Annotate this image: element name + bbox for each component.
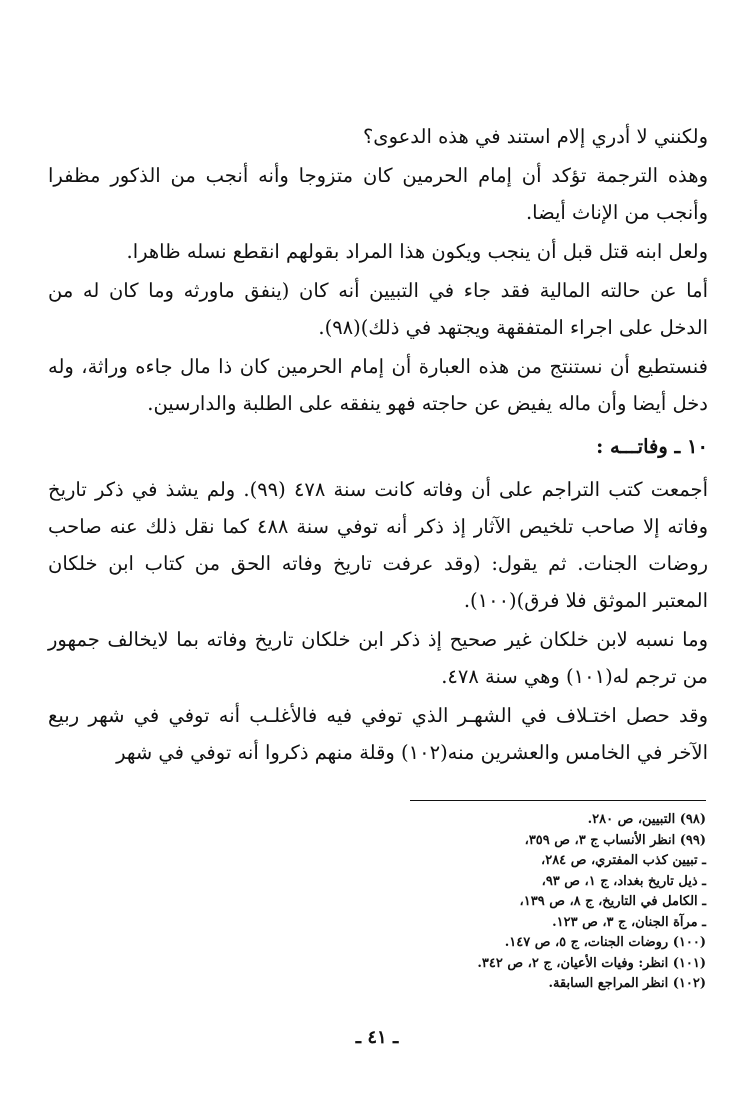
paragraph: ولعل ابنه قتل قبل أن ينجب ويكون هذا المراد بقولهم انقطع نسله ظاهرا. xyxy=(126,240,708,263)
page-body xyxy=(48,118,708,773)
footnote: (٩٨) التبيين، ص ٢٨٠. xyxy=(587,812,706,827)
footnote: ـ تبيين كذب المفتري، ص ٢٨٤، xyxy=(541,853,706,868)
section-heading: ١٠ ـ وفاتـــه : xyxy=(596,435,708,458)
page-number: ـ ٤١ ـ xyxy=(355,1027,399,1048)
footnote: (٩٩) انظر الأنساب ج ٣، ص ٣٥٩، xyxy=(524,832,706,848)
paragraph: وما نسبه لابن خلكان غير صحيح إذ ذكر ابن خلكان تاريخ وفاته بما لايخالف جمهور من ترجم له(١٠١) وهي سنة ٤٧٨. xyxy=(48,628,708,688)
footnote: ـ الكامل في التاريخ، ج ٨، ص ١٣٩، xyxy=(519,894,706,909)
paragraph: أجمعت كتب التراجم على أن وفاته كانت سنة ٤٧٨ (٩٩). ولم يشذ في ذكر تاريخ وفاته إلا صاحب تلخيص الآثار إذ ذكر أنه توفي سنة ٤٨٨ كما نقل ذلك عنه صاحب روضات الجنات. ثم يقول: (وقد عرفت تاريخ وفاته الحق من كتاب ابن خلكان المعتبر الموثق فلا فرق)(١٠٠). xyxy=(48,478,709,612)
footnote: ـ مرآة الجنان، ج ٣، ص ١٢٣. xyxy=(552,914,706,930)
footnote: (١٠٠) روضات الجنات، ج ٥، ص ١٤٧. xyxy=(504,935,706,950)
paragraph: وقد حصل اختـلاف في الشهـر الذي توفي فيه فالأغلـب أنه توفي في شهر ربيع الآخر في الخامس والعشرين منه(١٠٢) وقلة منهم ذكروا أنه توفي في شهر xyxy=(48,704,708,764)
footnote: (١٠٢) انظر المراجع السابقة. xyxy=(548,976,706,991)
footnotes xyxy=(286,810,706,995)
footnote-divider xyxy=(410,800,706,801)
paragraph: ولكنني لا أدري إلام استند في هذه الدعوى؟ xyxy=(362,125,708,148)
paragraph: أما عن حالته المالية فقد جاء في التبيين أنه كان (ينفق ماورثه وما كان له من الدخل على اجراء المتفقهة ويجتهد في ذلك)(٩٨). xyxy=(48,279,708,339)
paragraph: فنستطيع أن نستنتج من هذه العبارة أن إمام الحرمين كان ذا مال جاءه وراثة، وله دخل أيضا وأن ماله يفيض عن حاجته فهو ينفقه على الطلبة والدارسين. xyxy=(48,355,708,415)
paragraph: وهذه الترجمة تؤكد أن إمام الحرمين كان متزوجا وأنه أنجب من الذكور مظفرا وأنجب من الإناث أيضا. xyxy=(48,164,708,224)
footnote: ـ ذيل تاريخ بغداد، ج ١، ص ٩٣، xyxy=(541,873,706,889)
footnote: (١٠١) انظر: وفيات الأعيان، ج ٢، ص ٣٤٢. xyxy=(477,955,706,971)
